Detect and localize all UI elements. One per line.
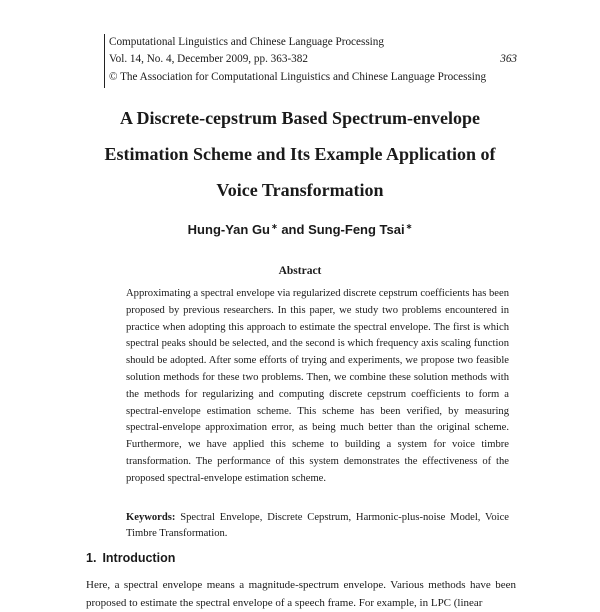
- affiliation-marker-2: ∗: [405, 222, 413, 231]
- volume-info: Vol. 14, No. 4, December 2009, pp. 363-382: [109, 53, 308, 65]
- keywords-text: Spectral Envelope, Discrete Cepstrum, Harmonic-plus-noise Model, Voice Timbre Transformation.: [126, 512, 509, 539]
- section-title: Introduction: [102, 551, 176, 565]
- affiliation-marker-1: ∗: [271, 222, 278, 231]
- title-line-2: Estimation Scheme and Its Example Application of: [104, 144, 496, 164]
- abstract-heading: Abstract: [278, 265, 322, 277]
- copyright-notice: © The Association for Computational Linguistics and Chinese Language Processing: [109, 71, 487, 83]
- title-line-1: A Discrete-cepstrum Based Spectrum-envelope: [119, 108, 481, 128]
- paper-title: [60, 100, 540, 208]
- author-connector: and: [277, 222, 309, 237]
- author-list: [0, 218, 600, 239]
- author-name-1: Hung-Yan Gu: [187, 222, 271, 237]
- author-name-2: Sung-Feng Tsai: [308, 222, 405, 237]
- abstract-text: Approximating a spectral envelope via regularized discrete cepstrum coefficients has been proposed by previous researchers. In this paper, we study two problems encountered in practice when adopting this approach to estimate the spectral envelope. The first is which spectral peaks should be selected, and the second is which frequency axis scaling function should be adopted. After some efforts of trying and experiments, we propose two feasible solution methods for these two problems. Then, we combine these solution methods with the methods for regularizing and computing discrete cepstrum coefficients to form a spectral-envelope estimation scheme. This scheme has been verified, by measuring spectral-envelope approximation error, as being much better than the original scheme. Furthermore, we have applied this scheme to building a system for voice timbre transformation. The performance of this system demonstrates the effectiveness of the proposed spectral-envelope estimation scheme.: [126, 288, 509, 484]
- introduction-text: Here, a spectral envelope means a magnitude-spectrum envelope. Various methods have been proposed to estimate the spectral envelope of a speech frame. For example, in LPC (linear: [86, 579, 516, 609]
- journal-header: [104, 34, 517, 88]
- page-number: 363: [500, 53, 517, 65]
- keywords: [126, 510, 509, 542]
- title-line-3: Voice Transformation: [216, 180, 384, 200]
- section-number: 1.: [86, 551, 97, 565]
- keywords-label: Keywords:: [126, 512, 176, 523]
- journal-name: Computational Linguistics and Chinese Language Processing: [109, 36, 384, 48]
- section-heading-introduction: [86, 550, 175, 566]
